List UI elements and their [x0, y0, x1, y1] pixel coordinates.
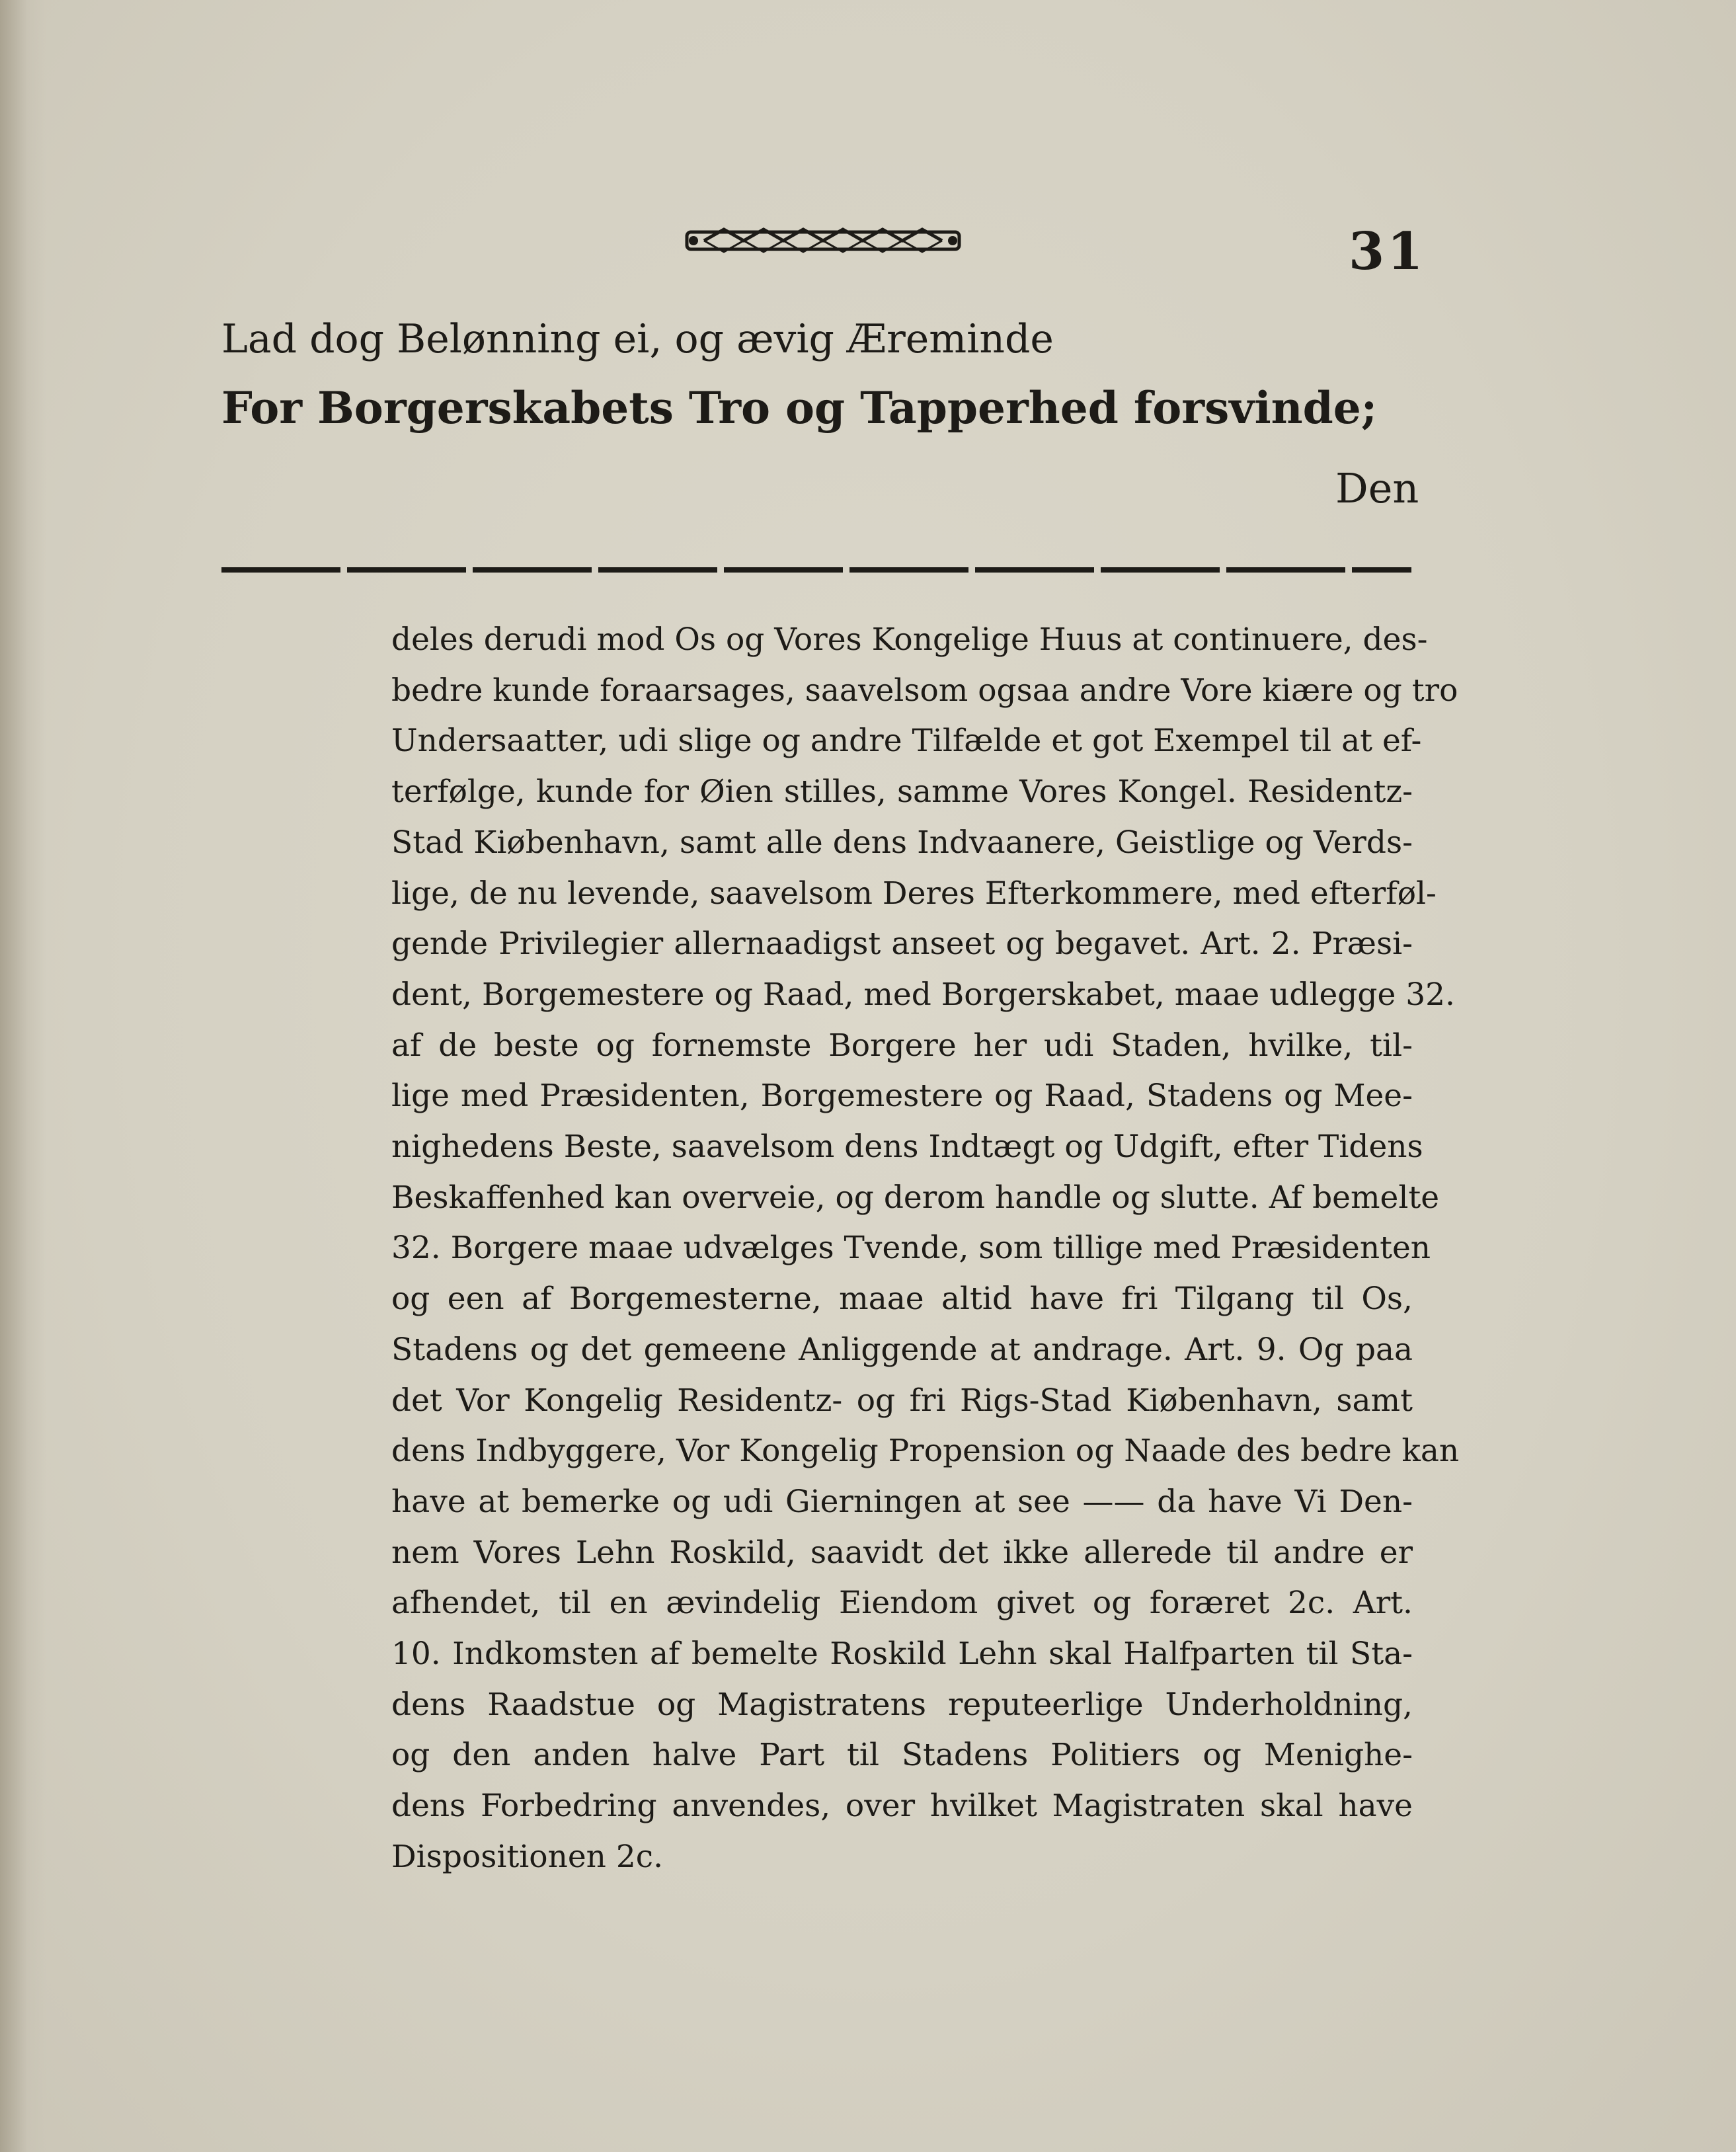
body-line: Stad Kiøbenhavn, samt alle dens Indvaanere, Geistlige og Verds- — [391, 824, 1413, 861]
body-line: deles derudi mod Os og Vores Kongelige Huus at continuere, des- — [391, 621, 1428, 658]
body-line: lige med Præsidenten, Borgemestere og Raad, Stadens og Mee- — [391, 1078, 1413, 1115]
body-line: dens Raadstue og Magistratens reputeerlige Underholdning, — [391, 1686, 1413, 1723]
body-line: Dispositionen 2c. — [391, 1838, 664, 1875]
catchword: Den — [1335, 464, 1419, 512]
body-line: lige, de nu levende, saavelsom Deres Efterkommere, med efterføl- — [391, 875, 1437, 912]
body-line: Undersaatter, udi slige og andre Tilfælde et got Exempel til at ef- — [391, 723, 1422, 760]
body-line: Beskaffenhed kan overveie, og derom handle og slutte. Af bemelte — [391, 1179, 1440, 1216]
body-line: nem Vores Lehn Roskild, saavidt det ikke allerede til andre er — [391, 1534, 1413, 1571]
body-line: 32. Borgere maae udvælges Tvende, som tillige med Præsidenten — [391, 1230, 1431, 1267]
body-line: have at bemerke og udi Gierningen at see —— da have Vi Den- — [391, 1483, 1413, 1520]
body-line: og den anden halve Part til Stadens Politiers og Menighe- — [391, 1737, 1413, 1774]
verse-line-2: For Borgerskabets Tro og Tapperhed forsvinde; — [221, 382, 1378, 434]
body-line: af de beste og fornemste Borgere her udi Staden, hvilke, til- — [391, 1027, 1413, 1064]
body-line: afhendet, til en ævindelig Eiendom givet og foræret 2c. Art. — [391, 1585, 1413, 1622]
body-line: gende Privilegier allernaadigst anseet og begavet. Art. 2. Præsi- — [391, 926, 1413, 963]
body-line: dens Indbyggere, Vor Kongelig Propension og Naade des bedre kan — [391, 1433, 1460, 1470]
page-number: 31 — [1349, 221, 1426, 282]
body-paragraph — [391, 615, 1460, 1883]
verse-line-1: Lad dog Belønning ei, og ævig Æreminde — [221, 316, 1054, 362]
page-binding-shadow — [0, 0, 46, 2152]
body-line: det Vor Kongelig Residentz- og fri Rigs-Stad Kiøbenhavn, samt — [391, 1382, 1413, 1419]
section-rule — [221, 567, 1411, 573]
body-line: dens Forbedring anvendes, over hvilket Magistraten skal have — [391, 1788, 1413, 1825]
body-line: og een af Borgemesterne, maae altid have fri Tilgang til Os, — [391, 1281, 1413, 1318]
body-line: nighedens Beste, saavelsom dens Indtægt og Udgift, efter Tidens — [391, 1129, 1423, 1166]
body-line: terfølge, kunde for Øien stilles, samme Vores Kongel. Residentz- — [391, 774, 1413, 811]
header-ornament — [684, 221, 962, 260]
body-line: Stadens og det gemeene Anliggende at andrage. Art. 9. Og paa — [391, 1331, 1413, 1368]
body-line: bedre kunde foraarsages, saavelsom ogsaa andre Vore kiære og tro — [391, 672, 1458, 709]
body-line: dent, Borgemestere og Raad, med Borgerskabet, maae udlegge 32. — [391, 976, 1455, 1013]
body-line: 10. Indkomsten af bemelte Roskild Lehn skal Halfparten til Sta- — [391, 1636, 1413, 1673]
